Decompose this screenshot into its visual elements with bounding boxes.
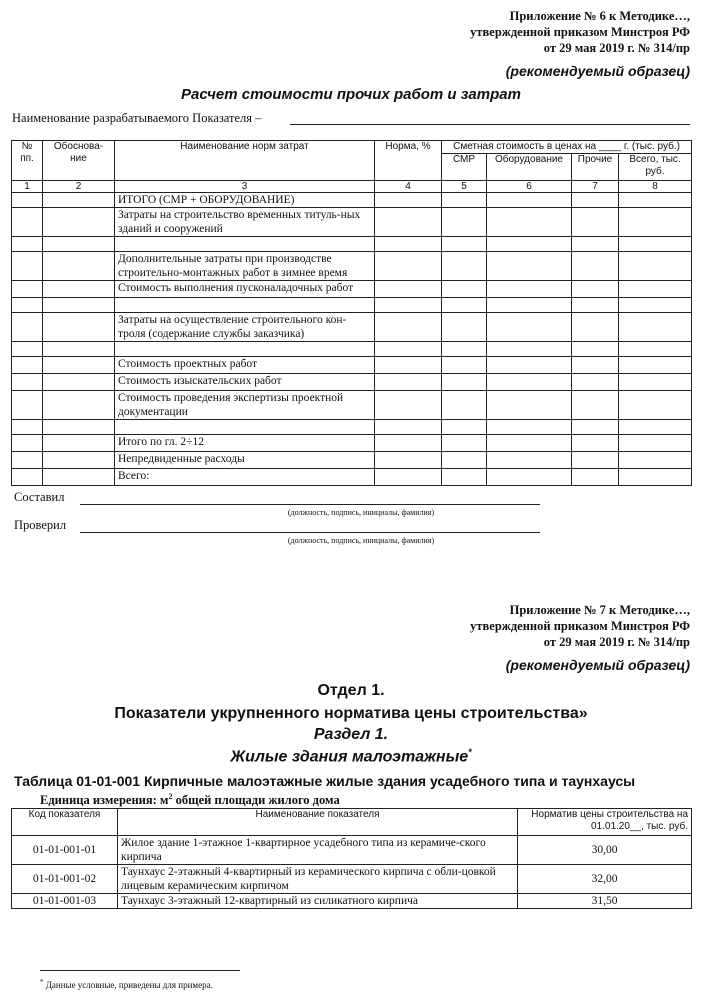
otdel-heading: Отдел 1. <box>317 682 385 699</box>
cost-cell[interactable] <box>43 342 115 357</box>
cost-cell[interactable] <box>487 435 572 452</box>
cost-cell[interactable] <box>487 298 572 313</box>
cost-cell[interactable] <box>572 208 619 237</box>
indicator-code: 01-01-001-03 <box>12 894 118 909</box>
header-equipment: Оборудование <box>487 154 572 181</box>
checked-signature-field[interactable] <box>80 532 540 533</box>
cost-cell[interactable] <box>442 469 487 486</box>
cost-cell[interactable] <box>487 391 572 420</box>
cost-cell[interactable] <box>572 298 619 313</box>
cost-cell[interactable] <box>375 193 442 208</box>
cost-table <box>11 140 692 486</box>
cost-item-name: Итого по гл. 2÷12 <box>115 435 375 452</box>
cost-item-name <box>115 298 375 313</box>
cost-cell[interactable] <box>572 357 619 374</box>
cost-item-name <box>115 237 375 252</box>
cost-cell[interactable] <box>619 342 692 357</box>
cost-cell[interactable] <box>487 281 572 298</box>
cost-cell[interactable] <box>43 313 115 342</box>
indicator-name: Таунхаус 2-этажный 4-квартирный из керамического кирпича с обли-цовкой лицевым керамическим кирпичом <box>118 865 518 894</box>
norm-value: 31,50 <box>518 894 692 909</box>
cost-cell[interactable] <box>619 298 692 313</box>
cost-cell[interactable] <box>43 252 115 281</box>
header-code: Код показателя <box>12 809 118 836</box>
appendix6-header <box>270 8 690 56</box>
cost-cell[interactable] <box>619 252 692 281</box>
cost-cell[interactable] <box>12 391 43 420</box>
cost-item-name: Стоимость изыскательских работ <box>115 374 375 391</box>
cost-cell[interactable] <box>375 435 442 452</box>
cost-cell[interactable] <box>375 374 442 391</box>
cost-cell[interactable] <box>572 391 619 420</box>
cost-cell[interactable] <box>619 357 692 374</box>
cost-cell[interactable] <box>12 420 43 435</box>
cost-cell[interactable] <box>572 342 619 357</box>
col-number: 5 <box>442 181 487 193</box>
cost-cell[interactable] <box>487 237 572 252</box>
cost-item-name: Непредвиденные расходы <box>115 452 375 469</box>
header-other: Прочие <box>572 154 619 181</box>
appendix6-line3: от 29 мая 2019 г. № 314/пр <box>543 41 690 55</box>
cost-cell[interactable] <box>619 469 692 486</box>
compiled-label: Составил <box>14 490 65 504</box>
cost-cell[interactable] <box>487 420 572 435</box>
cost-cell[interactable] <box>375 208 442 237</box>
cost-cell[interactable] <box>619 452 692 469</box>
header-num: № пп. <box>12 141 43 181</box>
cost-cell[interactable] <box>487 252 572 281</box>
appendix6-line1: Приложение № 6 к Методике…, <box>509 9 690 23</box>
cost-cell[interactable] <box>442 435 487 452</box>
cost-cell[interactable] <box>375 452 442 469</box>
appendix7-line3: от 29 мая 2019 г. № 314/пр <box>543 635 690 649</box>
unit-suffix: общей площади жилого дома <box>172 793 340 808</box>
cost-cell[interactable] <box>442 452 487 469</box>
compiled-signature-field[interactable] <box>80 504 540 505</box>
cost-cell[interactable] <box>487 342 572 357</box>
cost-cell[interactable] <box>12 435 43 452</box>
footnote <box>40 978 213 990</box>
cost-cell[interactable] <box>572 193 619 208</box>
cost-cell[interactable] <box>619 281 692 298</box>
cost-cell[interactable] <box>12 298 43 313</box>
cost-row <box>12 420 692 435</box>
cost-cell[interactable] <box>619 313 692 342</box>
cost-cell[interactable] <box>487 469 572 486</box>
cost-row <box>12 452 692 469</box>
appendix7-line2: утвержденной приказом Минстроя РФ <box>470 619 690 633</box>
cost-cell[interactable] <box>375 391 442 420</box>
cost-cell[interactable] <box>619 435 692 452</box>
cost-cell[interactable] <box>572 252 619 281</box>
cost-cell[interactable] <box>12 252 43 281</box>
footnote-divider <box>40 970 240 971</box>
cost-cell[interactable] <box>442 374 487 391</box>
col-number: 7 <box>572 181 619 193</box>
cost-item-name: Стоимость проектных работ <box>115 357 375 374</box>
footnote-text: Данные условные, приведены для примера. <box>43 980 213 990</box>
cost-cell[interactable] <box>12 374 43 391</box>
checked-label: Проверил <box>14 518 67 532</box>
cost-cell[interactable] <box>619 374 692 391</box>
cost-row <box>12 252 692 281</box>
col-number: 6 <box>487 181 572 193</box>
cost-cell[interactable] <box>487 452 572 469</box>
cost-item-name: Дополнительные затраты при производстве строительно-монтажных работ в зимнее время <box>115 252 375 281</box>
cost-cell[interactable] <box>442 313 487 342</box>
cost-cell[interactable] <box>442 208 487 237</box>
cost-cell[interactable] <box>619 420 692 435</box>
cost-row <box>12 281 692 298</box>
cost-cell[interactable] <box>12 469 43 486</box>
unit-prefix: Единица измерения: м <box>40 793 169 808</box>
header-norm-price: Норматив цены строительства на 01.01.20__, тыс. руб. <box>518 809 692 836</box>
cost-cell[interactable] <box>43 298 115 313</box>
unit-sup: 2 <box>168 792 173 801</box>
col-number: 1 <box>12 181 43 193</box>
razdel-heading: Раздел 1. <box>313 726 389 743</box>
cost-cell[interactable] <box>43 420 115 435</box>
razdel-title-text: Жилые здания малоэтажные <box>230 748 469 766</box>
indicator-name: Жилое здание 1-этажное 1-квартирное усадебного типа из керамиче-ского кирпича <box>118 836 518 865</box>
cost-cell[interactable] <box>12 237 43 252</box>
cost-cell[interactable] <box>375 252 442 281</box>
cost-item-name <box>115 342 375 357</box>
cost-cell[interactable] <box>619 193 692 208</box>
appendix7-sample: (рекомендуемый образец) <box>505 657 690 673</box>
cost-cell[interactable] <box>487 208 572 237</box>
header-estimate-group: Сметная стоимость в ценах на ____ г. (тыс. руб.) <box>442 141 692 154</box>
appendix7-header <box>270 602 690 650</box>
cost-cell[interactable] <box>12 313 43 342</box>
cost-cell[interactable] <box>619 208 692 237</box>
cost-cell[interactable] <box>375 313 442 342</box>
cost-row <box>12 357 692 374</box>
appendix6-line2: утвержденной приказом Минстроя РФ <box>470 25 690 39</box>
razdel-footnote-mark: * <box>468 747 472 757</box>
checked-hint: (должность, подпись, инициалы, фамилия) <box>287 536 435 545</box>
cost-cell[interactable] <box>572 452 619 469</box>
cost-cell[interactable] <box>43 281 115 298</box>
cost-cell[interactable] <box>442 342 487 357</box>
appendix6-sample: (рекомендуемый образец) <box>505 63 690 79</box>
cost-cell[interactable] <box>442 237 487 252</box>
col-number: 4 <box>375 181 442 193</box>
cost-row <box>12 298 692 313</box>
cost-item-name: Стоимость проведения экспертизы проектной документации <box>115 391 375 420</box>
cost-item-name: Затраты на строительство временных титуль-ных зданий и сооружений <box>115 208 375 237</box>
norm-row <box>12 894 692 909</box>
cost-cell[interactable] <box>487 193 572 208</box>
cost-cell[interactable] <box>12 193 43 208</box>
footnote-mark: * <box>40 978 44 986</box>
cost-cell[interactable] <box>12 452 43 469</box>
col-number: 3 <box>115 181 375 193</box>
cost-cell[interactable] <box>43 469 115 486</box>
norm-value: 30,00 <box>518 836 692 865</box>
cost-cell[interactable] <box>43 374 115 391</box>
cost-cell[interactable] <box>442 420 487 435</box>
razdel-title <box>0 747 702 766</box>
unit-of-measure <box>40 792 340 808</box>
cost-cell[interactable] <box>572 435 619 452</box>
cost-cell[interactable] <box>442 391 487 420</box>
cost-cell[interactable] <box>442 357 487 374</box>
norm-row <box>12 836 692 865</box>
cost-item-name <box>115 420 375 435</box>
cost-row <box>12 208 692 237</box>
cost-cell[interactable] <box>572 281 619 298</box>
indicator-name-label: Наименование разрабатываемого Показателя – <box>12 111 262 125</box>
cost-cell[interactable] <box>572 237 619 252</box>
cost-cell[interactable] <box>43 357 115 374</box>
cost-cell[interactable] <box>43 435 115 452</box>
cost-cell[interactable] <box>43 193 115 208</box>
cost-cell[interactable] <box>572 469 619 486</box>
cost-cell[interactable] <box>487 357 572 374</box>
indicator-code: 01-01-001-02 <box>12 865 118 894</box>
header-norm: Норма, % <box>375 141 442 181</box>
cost-cell[interactable] <box>12 208 43 237</box>
cost-row <box>12 469 692 486</box>
cost-row <box>12 342 692 357</box>
otdel-title: Показатели укрупненного норматива цены строительства» <box>114 705 588 722</box>
cost-cell[interactable] <box>12 357 43 374</box>
table-title: Таблица 01-01-001 Кирпичные малоэтажные жилые здания усадебного типа и таунхаусы <box>14 773 636 789</box>
cost-cell[interactable] <box>375 357 442 374</box>
cost-cell[interactable] <box>375 281 442 298</box>
norms-table <box>11 808 692 909</box>
indicator-name-field[interactable] <box>290 124 690 125</box>
cost-cell[interactable] <box>12 281 43 298</box>
cost-cell[interactable] <box>375 469 442 486</box>
cost-cell[interactable] <box>572 374 619 391</box>
cost-row <box>12 193 692 208</box>
cost-row <box>12 313 692 342</box>
cost-cell[interactable] <box>572 420 619 435</box>
cost-cell[interactable] <box>375 420 442 435</box>
cost-cell[interactable] <box>487 313 572 342</box>
cost-cell[interactable] <box>375 237 442 252</box>
cost-row <box>12 237 692 252</box>
cost-cell[interactable] <box>442 252 487 281</box>
header-cost-name: Наименование норм затрат <box>115 141 375 181</box>
cost-cell[interactable] <box>442 281 487 298</box>
cost-cell[interactable] <box>619 237 692 252</box>
header-smr: СМР <box>442 154 487 181</box>
header-indicator-name: Наименование показателя <box>118 809 518 836</box>
cost-cell[interactable] <box>43 391 115 420</box>
cost-row <box>12 374 692 391</box>
header-basis: Обоснова-ние <box>43 141 115 181</box>
column-numbers-row <box>12 181 692 193</box>
cost-cell[interactable] <box>375 342 442 357</box>
cost-cell[interactable] <box>572 313 619 342</box>
cost-cell[interactable] <box>487 374 572 391</box>
norm-row <box>12 865 692 894</box>
norm-value: 32,00 <box>518 865 692 894</box>
cost-cell[interactable] <box>43 208 115 237</box>
cost-cell[interactable] <box>619 391 692 420</box>
cost-row <box>12 435 692 452</box>
form1-title: Расчет стоимости прочих работ и затрат <box>181 86 521 103</box>
cost-cell[interactable] <box>442 193 487 208</box>
indicator-code: 01-01-001-01 <box>12 836 118 865</box>
cost-cell[interactable] <box>12 342 43 357</box>
cost-cell[interactable] <box>442 298 487 313</box>
col-number: 8 <box>619 181 692 193</box>
indicator-name: Таунхаус 3-этажный 12-квартирный из силикатного кирпича <box>118 894 518 909</box>
col-number: 2 <box>43 181 115 193</box>
compiled-hint: (должность, подпись, инициалы, фамилия) <box>287 508 435 517</box>
cost-item-name: ИТОГО (СМР + ОБОРУДОВАНИЕ) <box>115 193 375 208</box>
cost-item-name: Всего: <box>115 469 375 486</box>
cost-cell[interactable] <box>43 452 115 469</box>
cost-row <box>12 391 692 420</box>
cost-item-name: Затраты на осуществление строительного кон-троля (содержание службы заказчика) <box>115 313 375 342</box>
appendix7-line1: Приложение № 7 к Методике…, <box>509 603 690 617</box>
cost-cell[interactable] <box>375 298 442 313</box>
cost-cell[interactable] <box>43 237 115 252</box>
header-total: Всего, тыс. руб. <box>619 154 692 181</box>
cost-item-name: Стоимость выполнения пусконаладочных работ <box>115 281 375 298</box>
